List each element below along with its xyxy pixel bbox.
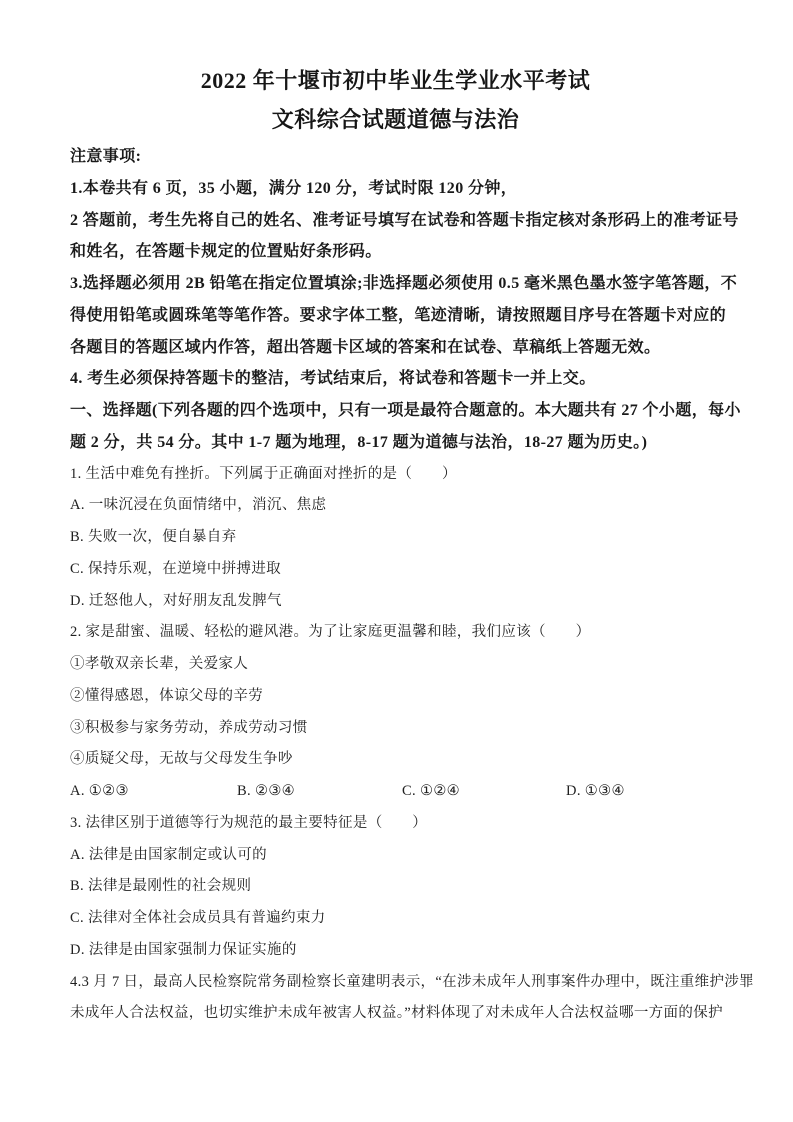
question-4-stem-line-2: 未成年人合法权益，也切实维护未成年被害人权益。”材料体现了对未成年人合法权益哪一方面的保护 <box>70 1005 723 1022</box>
question-2-option-b: B. ②③④ <box>237 783 296 799</box>
question-2-item-3: ③积极参与家务劳动，养成劳动习惯 <box>70 719 308 736</box>
question-2-option-a: A. ①②③ <box>70 783 129 799</box>
section-heading-line: 题 2 分，共 54 分。其中 1-7 题为地理，8-17 题为道德与法治，18-27 题为历史。) <box>70 433 648 451</box>
question-1-option-c: C. 保持乐观，在逆境中拼搏进取 <box>70 560 282 577</box>
exam-body <box>70 141 755 1030</box>
notice-heading: 注意事项: <box>70 148 142 165</box>
question-3-option-c: C. 法律对全体社会成员具有普遍约束力 <box>70 910 326 926</box>
question-3 <box>70 808 721 967</box>
question-3-option-a: A. 法律是由国家制定或认可的 <box>70 846 267 863</box>
question-3-option-b: B. 法律是最刚性的社会规则 <box>70 878 252 895</box>
question-1-option-a: A. 一味沉浸在负面情绪中，消沉、焦虑 <box>70 497 327 514</box>
question-1-option-b: B. 失败一次，便自暴自弃 <box>70 529 237 545</box>
exam-subtitle: 文科综合试题道德与法治 <box>271 107 520 132</box>
notice-line: 4. 考生必须保持答题卡的整洁，考试结束后，将试卷和答题卡一并上交。 <box>70 370 596 388</box>
notice-line: 各题目的答题区域内作答，超出答题卡区域的答案和在试卷、草稿纸上答题无效。 <box>70 338 661 356</box>
question-3-option-d: D. 法律是由国家强制力保证实施的 <box>70 941 297 958</box>
exam-title: 2022 年十堰市初中毕业生学业水平考试 <box>200 68 591 93</box>
notice-line: 2 答题前，考生先将自己的姓名、准考证号填写在试卷和答题卡指定核对条形码上的准考证号 <box>70 211 739 229</box>
question-2-item-1: ①孝敬双亲长辈，关爱家人 <box>70 656 249 672</box>
question-1-stem: 1. 生活中难免有挫折。下列属于正确面对挫折的是（ ） <box>70 465 457 482</box>
question-1 <box>70 459 721 618</box>
notice-line: 和姓名，在答题卡规定的位置贴好条形码。 <box>70 243 382 261</box>
notice-section <box>70 141 739 395</box>
question-2-item-4: ④质疑父母，无故与父母发生争吵 <box>70 751 293 768</box>
question-2-item-2: ②懂得感恩，体谅父母的辛劳 <box>70 687 264 704</box>
question-4-stem-line-1: 4.3 月 7 日，最高人民检察院常务副检察长童建明表示，“在涉未成年人刑事案件办理中，既注重维护涉罪 <box>70 973 755 990</box>
notice-line: 得使用铅笔或圆珠笔等笔作答。要求字体工整，笔迹清晰，请按照题目序号在答题卡对应的 <box>70 306 727 324</box>
question-3-stem: 3. 法律区别于道德等行为规范的最主要特征是（ ） <box>70 814 428 831</box>
notice-line: 3.选择题必须用 2B 铅笔在指定位置填涂;非选择题必须使用 0.5 毫米黑色墨水签字笔答题，不 <box>70 275 738 292</box>
question-4 <box>70 967 755 1031</box>
question-2-stem: 2. 家是甜蜜、温暖、轻松的避风港。为了让家庭更温馨和睦，我们应该（ ） <box>70 624 591 641</box>
question-2-options-row <box>70 776 721 808</box>
notice-line: 1.本卷共有 6 页，35 小题，满分 120 分，考试时限 120 分钟， <box>70 179 518 197</box>
question-2 <box>70 617 721 808</box>
section-heading-line: 一、选择题(下列各题的四个选项中，只有一项是最符合题意的。本大题共有 27 个小题，每小 <box>70 402 741 419</box>
question-2-option-d: D. ①③④ <box>566 783 625 799</box>
multiple-choice-section-heading <box>70 395 741 459</box>
question-2-option-c: C. ①②④ <box>402 783 461 799</box>
question-1-option-d: D. 迁怒他人，对好朋友乱发脾气 <box>70 592 282 609</box>
